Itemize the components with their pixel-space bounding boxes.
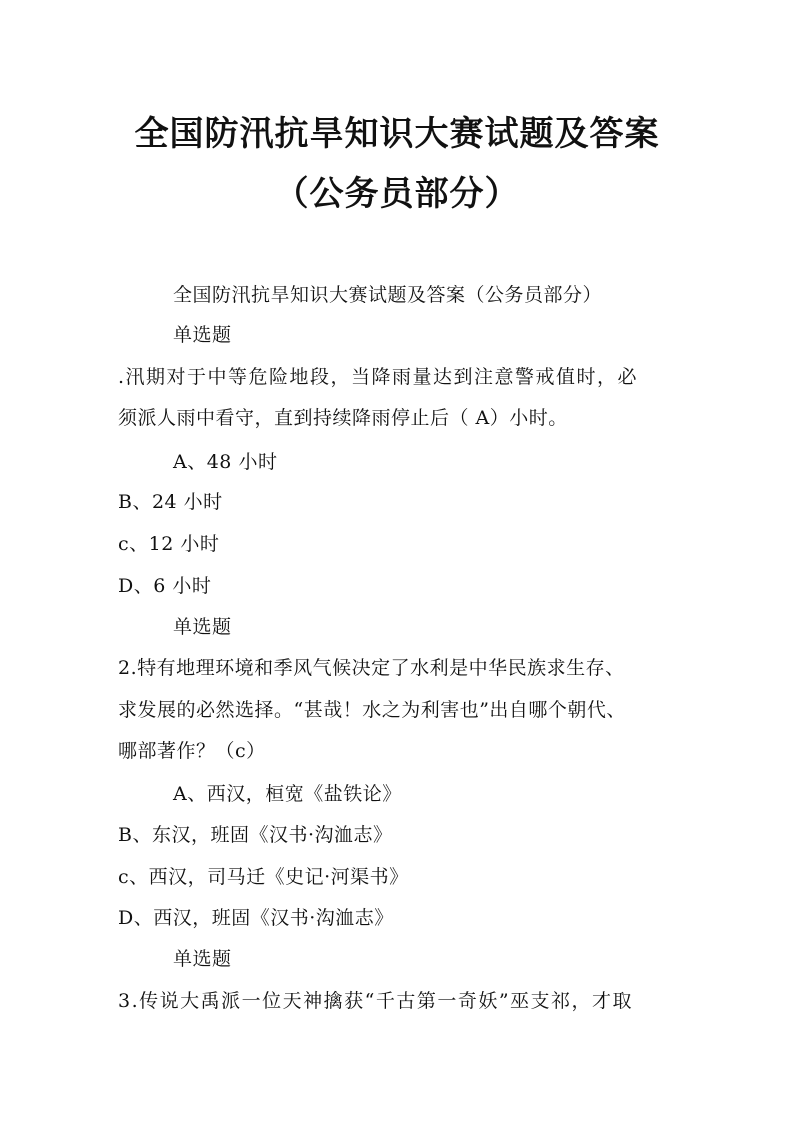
question-text: .汛期对于中等危险地段，当降雨量达到注意警戒值时，必 <box>118 366 639 388</box>
answer-option: B、东汉，班固《汉书·沟洫志》 <box>118 824 393 846</box>
intro-heading: 全国防汛抗旱知识大赛试题及答案（公务员部分） <box>173 284 603 306</box>
question-text: 哪部著作？（c） <box>118 740 266 762</box>
section-label: 单选题 <box>173 616 232 638</box>
document-title: 全国防汛抗旱知识大赛试题及答案 <box>134 114 660 154</box>
question-text: 3.传说大禹派一位天神擒获“千古第一奇妖”巫支祁，才取 <box>118 990 634 1012</box>
answer-option: c、西汉，司马迁《史记·河渠书》 <box>118 866 409 888</box>
question-text: 求发展的必然选择。“甚哉！水之为利害也”出自哪个朝代、 <box>118 699 626 721</box>
answer-option: D、6 小时 <box>118 575 212 597</box>
answer-option: c、12 小时 <box>118 533 220 555</box>
answer-option: A、48 小时 <box>173 451 278 473</box>
section-label: 单选题 <box>173 324 232 346</box>
question-text: 2.特有地理环境和季风气候决定了水利是中华民族求生存、 <box>118 657 625 679</box>
question-text: 须派人雨中看守，直到持续降雨停止后（ A）小时。 <box>118 407 568 429</box>
answer-option: A、西汉，桓宽《盐铁论》 <box>173 783 402 805</box>
document-subtitle: （公务员部分） <box>274 174 520 214</box>
answer-option: D、西汉，班固《汉书·沟洫志》 <box>118 907 394 929</box>
section-label: 单选题 <box>173 948 232 970</box>
answer-option: B、24 小时 <box>118 491 223 513</box>
